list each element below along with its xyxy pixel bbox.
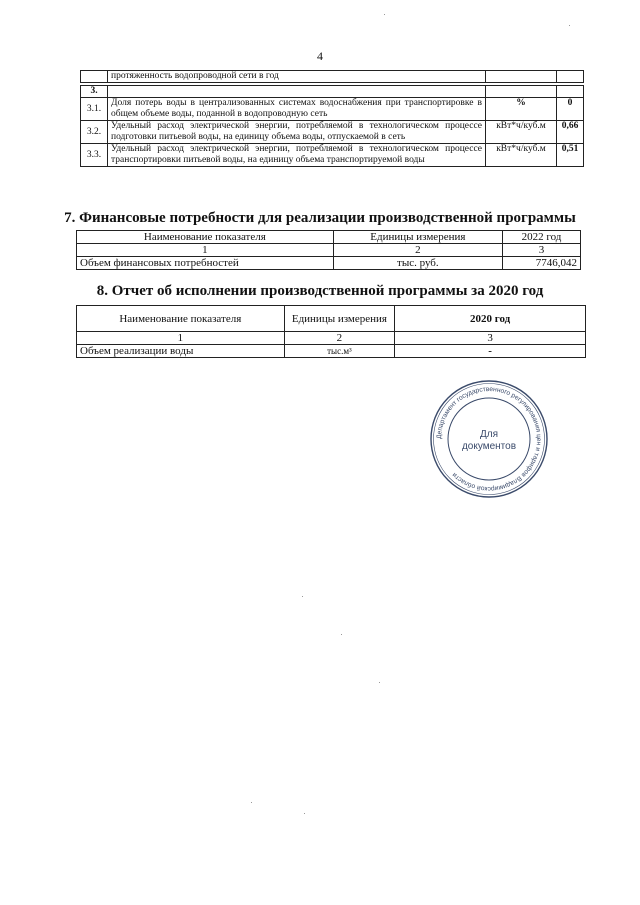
section7-heading: 7. Финансовые потребности для реализации производственной программы [64, 210, 576, 226]
row-unit: % [486, 98, 557, 121]
section-number: 3. [81, 86, 108, 98]
page-number: 4 [317, 49, 323, 63]
column-header: Единицы измерения [333, 231, 502, 244]
table-row [77, 257, 581, 270]
row-description: Доля потерь воды в централизованных системах водоснабжения при транспортировке в общем объеме воды, поданной в водопроводную сеть [108, 98, 486, 121]
section-row [81, 86, 584, 98]
value-cell [557, 71, 584, 83]
header-row [77, 306, 586, 332]
column-header: 2020 год [395, 306, 586, 332]
section8-table [76, 305, 586, 358]
column-number: 1 [77, 332, 285, 345]
column-number: 3 [395, 332, 586, 345]
column-number: 3 [503, 244, 581, 257]
num-cell [81, 71, 108, 83]
row-number: 3.2. [81, 121, 108, 144]
column-number-row [77, 332, 586, 345]
table-row [81, 98, 584, 121]
row-value: 0,66 [557, 121, 584, 144]
row-value: 0,51 [557, 144, 584, 167]
column-header: Наименование показателя [77, 231, 334, 244]
row-number: 3.1. [81, 98, 108, 121]
row-description: Удельный расход электрической энергии, потребляемой в технологическом процессе транспортировки питьевой воды, на единицу объема транспортируемой воды [108, 144, 486, 167]
table-row [81, 144, 584, 167]
column-header: 2022 год [503, 231, 581, 244]
indicator-unit: тыс.м³ [284, 345, 395, 358]
section8-heading: 8. Отчет об исполнении производственной программы за 2020 год [96, 283, 544, 299]
indicator-value: 7746,042 [503, 257, 581, 270]
row-unit: кВт*ч/куб.м [486, 121, 557, 144]
column-number: 1 [77, 244, 334, 257]
row-unit: кВт*ч/куб.м [486, 144, 557, 167]
scan-speck [379, 682, 380, 683]
table-row [81, 71, 584, 83]
scan-speck [302, 596, 303, 597]
stamp-ring-text: Департамент государственного регулирования цен и тарифов Владимирской области [435, 385, 543, 493]
indicator-unit: тыс. руб. [333, 257, 502, 270]
column-header: Наименование показателя [77, 306, 285, 332]
stamp-center-line2: документов [461, 441, 517, 452]
column-number: 2 [333, 244, 502, 257]
unit-cell [486, 71, 557, 83]
stamp-center-line1: Для [479, 429, 499, 440]
scan-speck [251, 802, 252, 803]
table-row [77, 345, 586, 358]
scan-speck [569, 25, 570, 26]
scan-speck [341, 634, 342, 635]
scan-speck [384, 14, 385, 15]
stamp-seal [429, 379, 549, 499]
row-number: 3.3. [81, 144, 108, 167]
indicator-value: - [395, 345, 586, 358]
scan-speck [304, 813, 305, 814]
indicators-table [80, 70, 584, 167]
section7-table [76, 230, 581, 270]
column-number: 2 [284, 332, 395, 345]
column-number-row [77, 244, 581, 257]
desc-cell: протяженность водопроводной сети в год [108, 71, 486, 83]
header-row [77, 231, 581, 244]
row-description: Удельный расход электрической энергии, потребляемой в технологическом процессе подготовки питьевой воды, на единицу объема воды, отпускаемой в сеть [108, 121, 486, 144]
indicator-name: Объем реализации воды [77, 345, 285, 358]
indicator-name: Объем финансовых потребностей [77, 257, 334, 270]
column-header: Единицы измерения [284, 306, 395, 332]
row-value: 0 [557, 98, 584, 121]
table-row [81, 121, 584, 144]
